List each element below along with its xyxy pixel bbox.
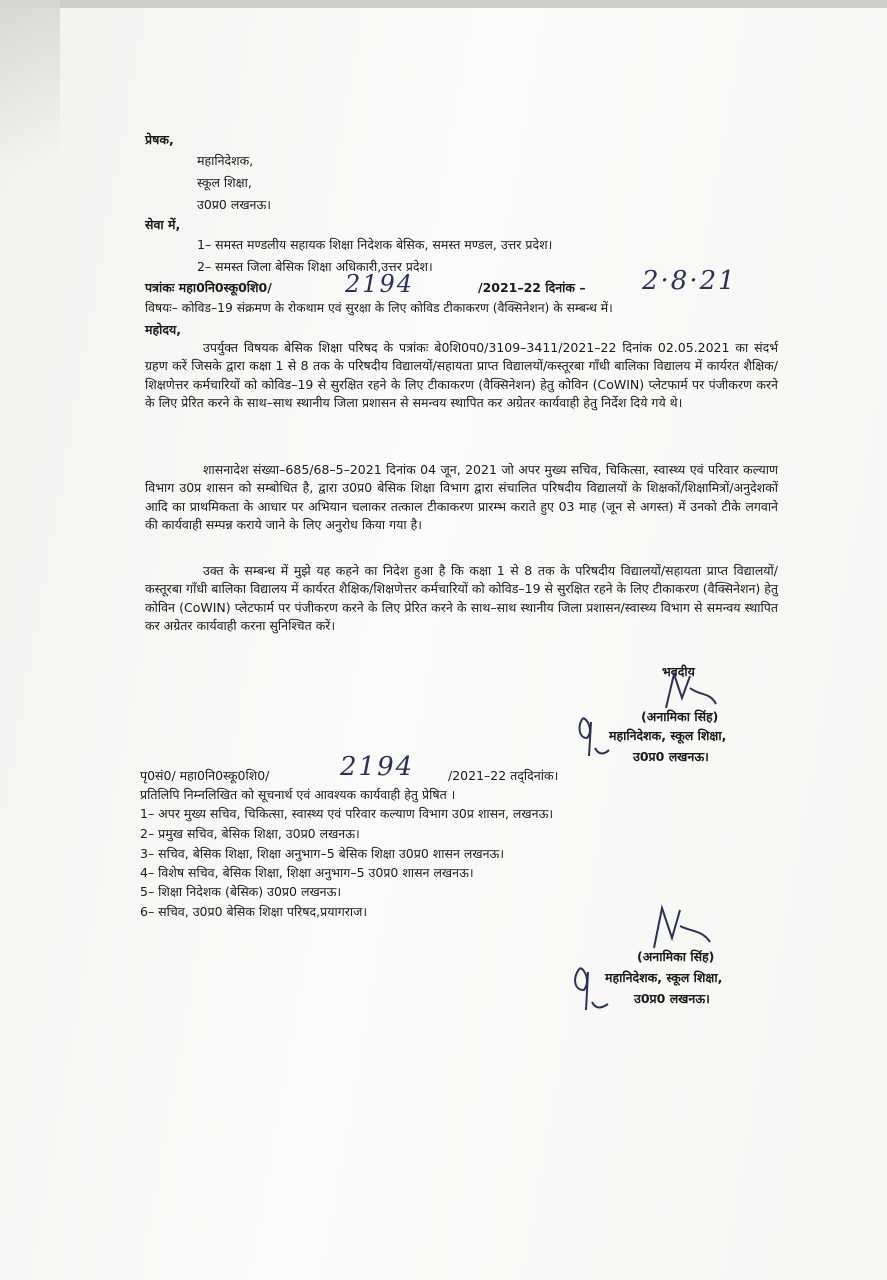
recipient-line-1: 1– समस्त मण्डलीय सहायक शिक्षा निदेशक बेसिक, समस्त मण्डल, उत्तर प्रदेश। <box>197 237 553 252</box>
sender-line-1: महानिदेशक, <box>197 153 254 168</box>
signature-mark-1 <box>660 668 720 714</box>
page-top-shadow <box>0 0 887 8</box>
signatory-title-2: महानिदेशक, स्कूल शिक्षा, <box>605 970 723 985</box>
sender-line-2: स्कूल शिक्षा, <box>197 175 252 190</box>
copy-item-6: 6– सचिव, उ0प्र0 बेसिक शिक्षा परिषद,प्रयागराज। <box>140 904 368 919</box>
copy-item-4: 4– विशेष सचिव, बेसिक शिक्षा, शिक्षा अनुभाग–5 उ0प्र0 शासन लखनऊ। <box>140 865 474 880</box>
handwritten-endorsement-number: 2194 <box>340 752 415 782</box>
body-paragraph-2: शासनादेश संख्या–685/68–5–2021 दिनांक 04 जून, 2021 जो अपर मुख्य सचिव, चिकित्सा, स्वास्थ्य एवं परिवार कल्याण विभाग उ0प्र शासन को सम्बोधित है, द्वारा उ0प्र0 बेसिक शिक्षा विभाग द्वारा संचालित परिषदीय विद्यालयों के शिक्षकों/शिक्षामित्रों/अनुदेशकों आदि का प्राथमिकता के आधार पर अभियान चलाकर तत्काल टीकाकरण प्रारम्भ कराते हुए 03 माह (जून से अगस्त) में उनको टीके लगवाने की कार्यवाही सम्पन्न कराये जाने के लिए अनुरोध किया गया है। <box>145 462 778 533</box>
copy-item-2: 2– प्रमुख सचिव, बेसिक शिक्षा, उ0प्र0 लखनऊ। <box>140 826 360 841</box>
copy-item-3: 3– सचिव, बेसिक शिक्षा, शिक्षा अनुभाग–5 बेसिक शिक्षा उ0प्र0 शासन लखनऊ। <box>140 846 505 861</box>
signatory-name-1: (अनामिका सिंह) <box>641 709 719 724</box>
endorsement-ref-prefix: पृ0सं0/ महा0नि0स्कू0शि0/ <box>140 768 270 783</box>
initial-mark-1 <box>573 712 613 760</box>
body-paragraph-3: उक्त के सम्बन्ध में मुझे यह कहने का निदेश हुआ है कि कक्षा 1 से 8 तक के परिषदीय विद्यालयों/सहायता प्राप्त विद्यालयों/कस्तूरबा गाँधी बालिका विद्यालय में कार्यरत शैक्षिक/शिक्षणेत्तर कर्मचारियों को कोविड–19 से सुरक्षित रहने के लिए टीकाकरण (वैक्सिनेशन) हेतु कोविन (CoWIN) प्लेटफार्म पर पंजीकरण करने के लिए प्रेरित करने के साथ–साथ स्थानीय जिला प्रशासन/स्वास्थ्य विभाग से समन्वय स्थापित कर अग्रेतर कार्यवाही करना सुनिश्चित करें। <box>145 563 779 634</box>
letter-ref-prefix: पत्रांकः महा0नि0स्कू0शि0/ <box>145 280 272 295</box>
to-label: सेवा में, <box>145 217 181 232</box>
from-label: प्रेषक, <box>145 132 174 147</box>
signatory-place-1: उ0प्र0 लखनऊ। <box>633 749 709 764</box>
signature-mark-2 <box>646 902 716 954</box>
handwritten-ref-number: 2194 <box>345 270 415 298</box>
salutation: महोदय, <box>145 322 181 337</box>
sender-line-3: उ0प्र0 लखनऊ। <box>197 197 272 212</box>
initial-mark-2 <box>568 960 612 1016</box>
signatory-title-1: महानिदेशक, स्कूल शिक्षा, <box>609 728 727 743</box>
copy-item-1: 1– अपर मुख्य सचिव, चिकित्सा, स्वास्थ्य एवं परिवार कल्याण विभाग उ0प्र शासन, लखनऊ। <box>140 806 554 821</box>
handwritten-date: 2·8·21 <box>642 266 737 296</box>
signatory-place-2: उ0प्र0 लखनऊ। <box>634 991 710 1006</box>
recipient-line-2: 2– समस्त जिला बेसिक शिक्षा अधिकारी,उत्तर प्रदेश। <box>197 259 433 274</box>
endorsement-ref-suffix: /2021–22 तद्‌दिनांक। <box>448 768 559 783</box>
body-paragraph-1: उपर्युक्त विषयक बेसिक शिक्षा परिषद के पत्रांकः बे0शि0प0/3109–3411/2021–22 दिनांक 02.05.2021 का संदर्भ ग्रहण करें जिसके द्वारा कक्षा 1 से 8 तक के परिषदीय विद्यालयों/सहायता प्राप्त विद्यालयों/कस्तूरबा गाँधी बालिका विद्यालय में कार्यरत शैक्षिक/शिक्षणेत्तर कर्मचारियों को कोविड–19 से सुरक्षित रहने के लिए टीकाकरण (वैक्सिनेशन) हेतु कोविन (CoWIN) प्लेटफार्म पर पंजीकरण करने के लिए प्रेरित करने के साथ–साथ स्थानीय जिला प्रशासन से समन्वय स्थापित कर अग्रेतर कार्यवाही हेतु निर्देश दिये गये थे। <box>145 340 778 411</box>
letter-ref-suffix: /2021–22 दिनांक – <box>478 280 586 295</box>
signatory-name-2: (अनामिका सिंह) <box>637 949 715 964</box>
closing-text: भवदीय <box>662 664 695 679</box>
copy-item-5: 5– शिक्षा निदेशक (बेसिक) उ0प्र0 लखनऊ। <box>140 884 342 899</box>
endorsement-intro: प्रतिलिपि निम्नलिखित को सूचनार्थ एवं आवश्यक कार्यवाही हेतु प्रेषित । <box>140 787 456 802</box>
page-fold-shadow <box>0 0 60 230</box>
subject-line: विषयः– कोविड–19 संक्रमण के रोकथाम एवं सुरक्षा के लिए कोविड टीकाकरण (वैक्सिनेशन) के सम्बन्ध में। <box>145 301 613 315</box>
